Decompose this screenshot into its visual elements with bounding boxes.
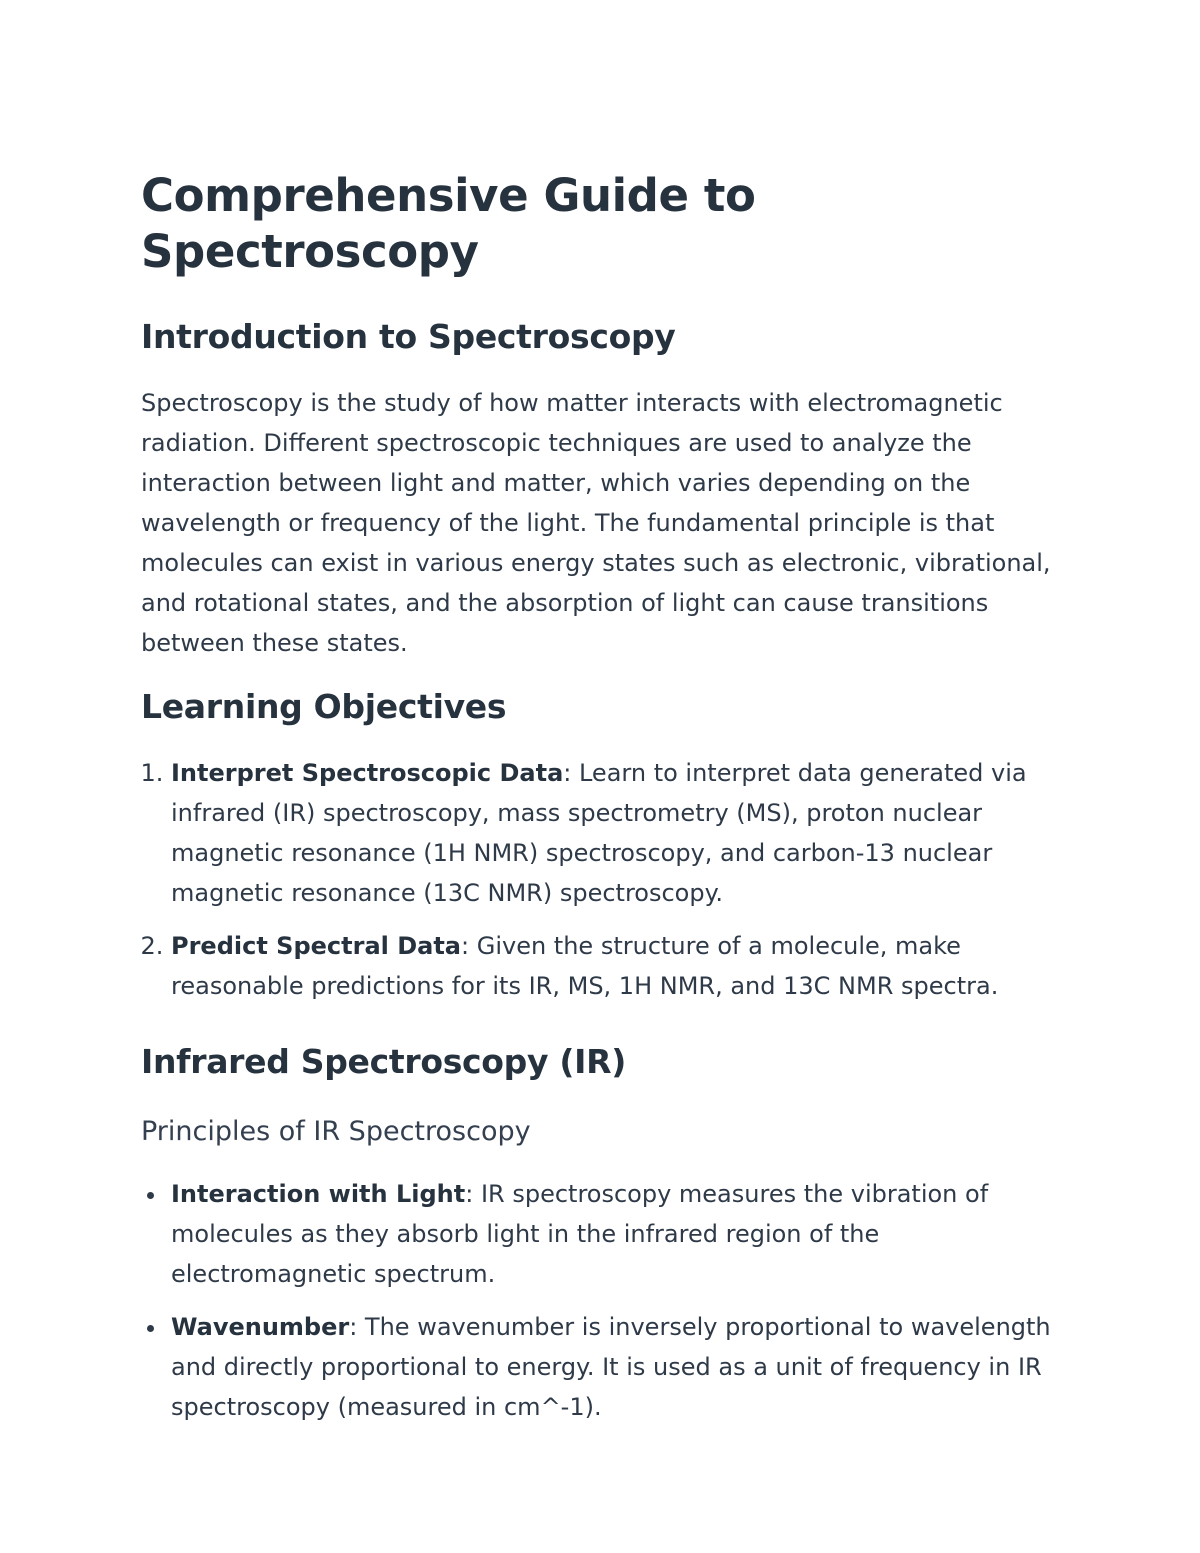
principle-text: : The wavenumber is inversely proportional to wavelength and directly proportional to energy. It is used as a unit of frequency in IR spectroscopy (measured in cm^-1).	[171, 1313, 1051, 1421]
intro-paragraph: Spectroscopy is the study of how matter interacts with electromagnetic radiation. Different spectroscopic techniques are used to analyze the interaction between light and matter, which varies depending on the wavelength or frequency of the light. The fundamental principle is that molecules can exist in various energy states such as electronic, vibrational, and rotational states, and the absorption of light can cause transitions between these states.	[141, 389, 1051, 657]
document-page	[141, 168, 1071, 1440]
objective-text: : Given the structure of a molecule, make reasonable predictions for its IR, MS, 1H NMR, and 13C NMR spectra.	[171, 932, 999, 1000]
ir-principles-list	[141, 1174, 1071, 1427]
ir-principles-subheading: Principles of IR Spectroscopy	[141, 1116, 531, 1147]
page-title: Comprehensive Guide to Spectroscopy	[141, 169, 756, 278]
principle-item	[171, 1307, 1071, 1427]
objective-label: Predict Spectral Data	[171, 932, 462, 960]
ir-heading: Infrared Spectroscopy (IR)	[141, 1042, 627, 1081]
objective-text: : Learn to interpret data generated via infrared (IR) spectroscopy, mass spectrometry (MS), proton nuclear magnetic resonance (1H NMR) spectroscopy, and carbon-13 nuclear magnetic resonance (13C NMR) spectroscopy.	[171, 759, 1027, 907]
objectives-list	[141, 753, 1071, 1006]
principle-label: Interaction with Light	[171, 1180, 466, 1208]
objective-item	[171, 926, 1071, 1006]
objective-label: Interpret Spectroscopic Data	[171, 759, 564, 787]
intro-heading: Introduction to Spectroscopy	[141, 317, 676, 356]
principle-text: : IR spectroscopy measures the vibration of molecules as they absorb light in the infrared region of the electromagnetic spectrum.	[171, 1180, 989, 1288]
objective-item	[171, 753, 1071, 913]
principle-label: Wavenumber	[171, 1313, 350, 1341]
objectives-heading: Learning Objectives	[141, 687, 507, 726]
principle-item	[171, 1174, 1071, 1294]
